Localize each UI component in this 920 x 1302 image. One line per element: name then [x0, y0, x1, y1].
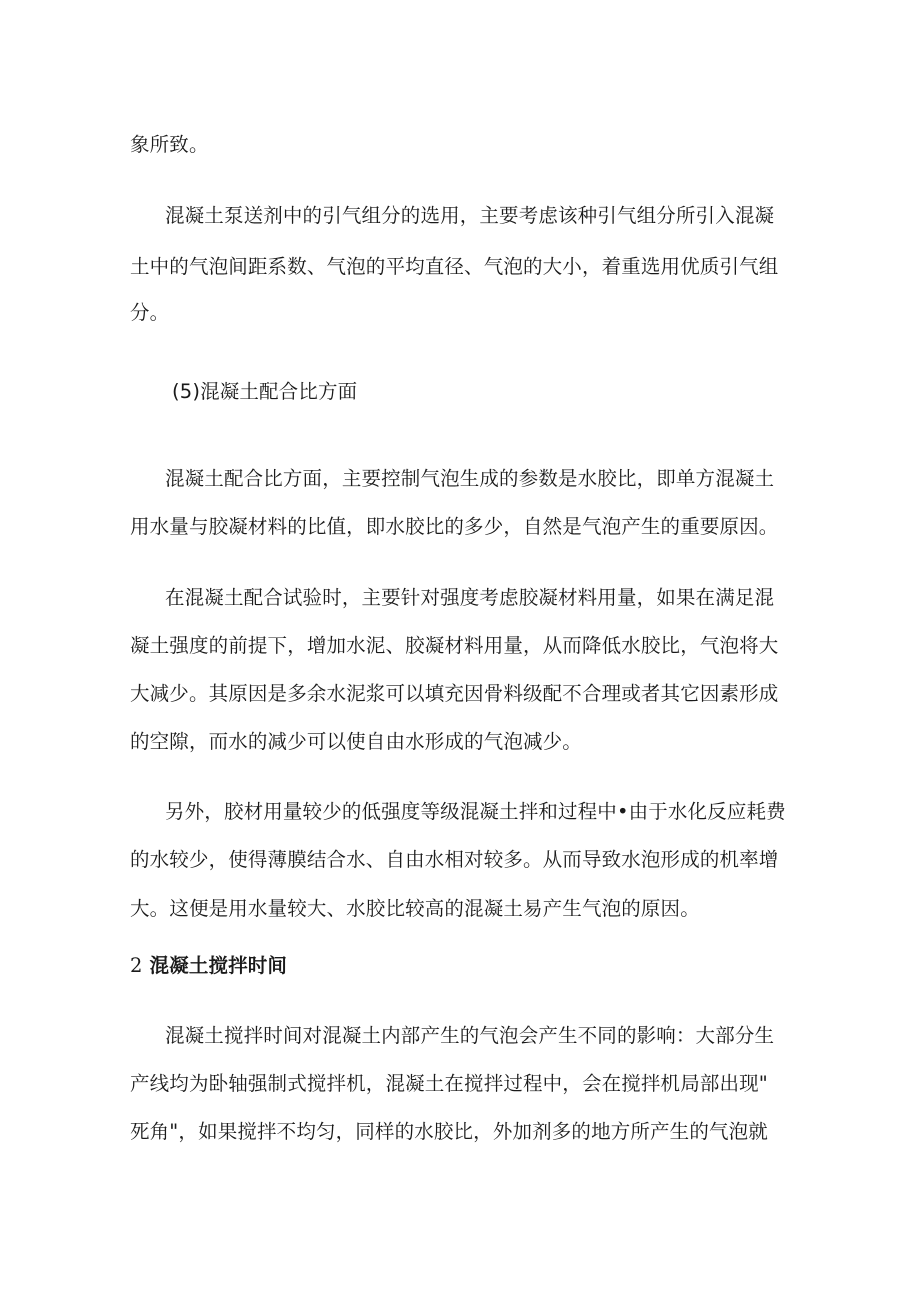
- paragraph-line: 象所致。: [130, 133, 209, 156]
- section-heading: [130, 954, 287, 978]
- paragraph-line: 混凝土泵送剂中的引气组分的选用，主要考虑该种引气组分所引入混凝: [165, 204, 775, 227]
- paragraph-line: 分。: [130, 301, 170, 324]
- paragraph-line: 土中的气泡间距系数、气泡的平均直径、气泡的大小，着重选用优质引气组: [130, 255, 779, 278]
- section-title: 混凝土搅拌时间: [149, 954, 288, 977]
- paragraph-line: 混凝土配合比方面，主要控制气泡生成的参数是水胶比，即单方混凝土: [165, 467, 775, 490]
- paragraph-line: 混凝土搅拌时间对混凝土内部产生的气泡会产生不同的影响：大部分生: [165, 1024, 775, 1047]
- section-number: 2: [130, 954, 143, 977]
- section-subheading: (5)混凝土配合比方面: [172, 380, 358, 403]
- paragraph-line: 死角"，如果搅拌不均匀，同样的水胶比，外加剂多的地方所产生的气泡就: [130, 1120, 768, 1143]
- paragraph-line: 在混凝土配合试验时，主要针对强度考虑胶凝材料用量，如果在满足混: [165, 586, 775, 609]
- paragraph-line: 凝土强度的前提下，增加水泥、胶凝材料用量，从而降低水胶比，气泡将大: [130, 634, 779, 657]
- paragraph-line: 产线均为卧轴强制式搅拌机，混凝土在搅拌过程中，会在搅拌机局部出现": [130, 1072, 768, 1095]
- paragraph-line: 用水量与胶凝材料的比值，即水胶比的多少，自然是气泡产生的重要原因。: [130, 515, 779, 538]
- paragraph-line: 大。这便是用水量较大、水胶比较高的混凝土易产生气泡的原因。: [130, 897, 700, 920]
- paragraph-line: 另外，胶材用量较少的低强度等级混凝土拌和过程中•由于水化反应耗费: [165, 800, 786, 823]
- paragraph-line: 的水较少，使得薄膜结合水、自由水相对较多。从而导致水泡形成的机率增: [130, 848, 779, 871]
- paragraph-line: 的空隙，而水的减少可以使自由水形成的气泡减少。: [130, 730, 582, 753]
- paragraph-line: 大减少。其原因是多余水泥浆可以填充因骨料级配不合理或者其它因素形成: [130, 682, 779, 705]
